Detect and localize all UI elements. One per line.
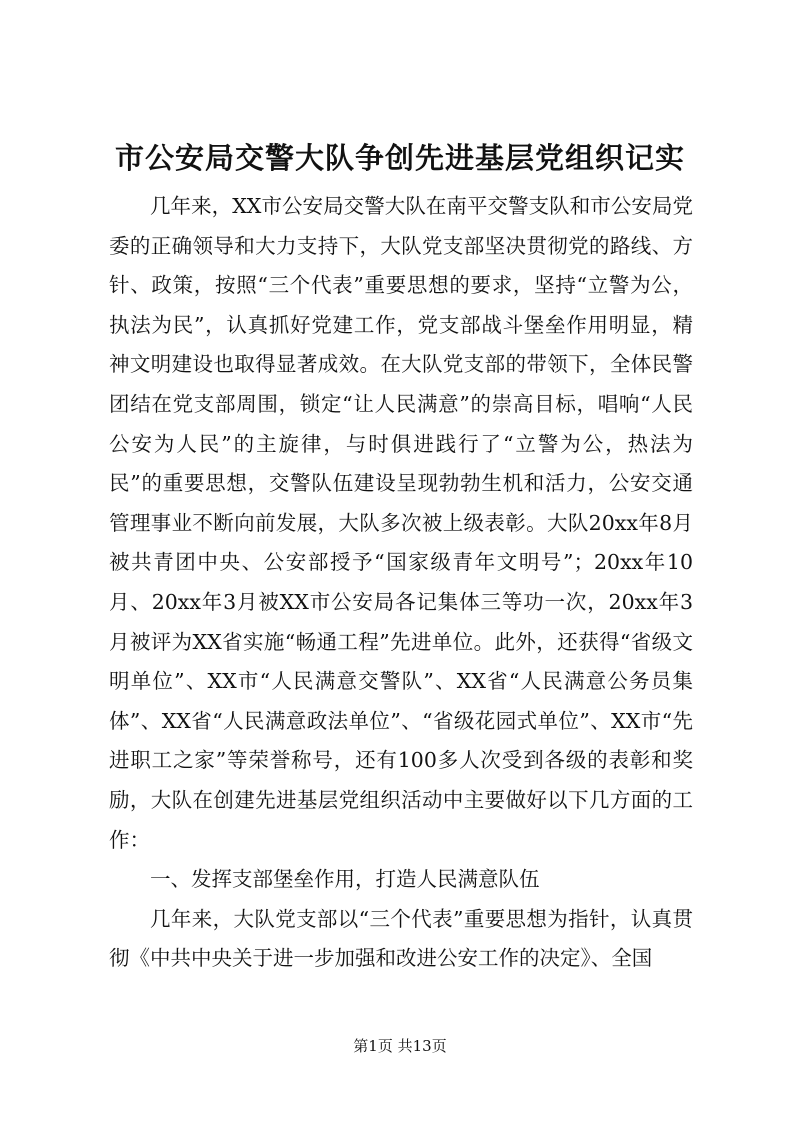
page-number-footer: 第1页 共13页 [353,1037,447,1055]
document-body [109,187,693,979]
section-heading-1: 一、发挥支部堡垒作用，打造人民满意队伍 [150,867,540,892]
document-title: 市公安局交警大队争创先进基层党组织记实 [114,141,685,175]
paragraph-intro: 几年来，XX市公安局交警大队在南平交警支队和市公安局党委的正确领导和大力支持下，大队党支部坚决贯彻党的路线、方针、政策，按照“三个代表”重要思想的要求，坚持“立警为公，执法为民”，认真抓好党建工作，党支部战斗堡垒作用明显，精神文明建设也取得显著成效。在大队党支部的带领下，全体民警团结在党支部周围，锁定“让人民满意”的崇高目标，唱响“人民公安为人民”的主旋律，与时俱进践行了“立警为公，热法为民”的重要思想，交警队伍建设呈现勃勃生机和活力，公安交通管理事业不断向前发展，大队多次被上级表彰。大队20xx年8月被共青团中央、公安部授予“国家级青年文明号”；20xx年10月、20xx年3月被XX市公安局各记集体三等功一次，20xx年3月被评为XX省实施“畅通工程”先进单位。此外，还获得“省级文明单位”、XX市“人民满意交警队”、XX省“人民满意公务员集体”、XX省“人民满意政法单位”、“省级花园式单位”、XX市“先进职工之家”等荣誉称号，还有100多人次受到各级的表彰和奖励，大队在创建先进基层党组织活动中主要做好以下几方面的工作： [109,194,693,852]
paragraph-section-1: 几年来，大队党支部以“三个代表”重要思想为指针，认真贯彻《中共中央关于进一步加强和改进公安工作的决定》、全国 [109,906,693,971]
